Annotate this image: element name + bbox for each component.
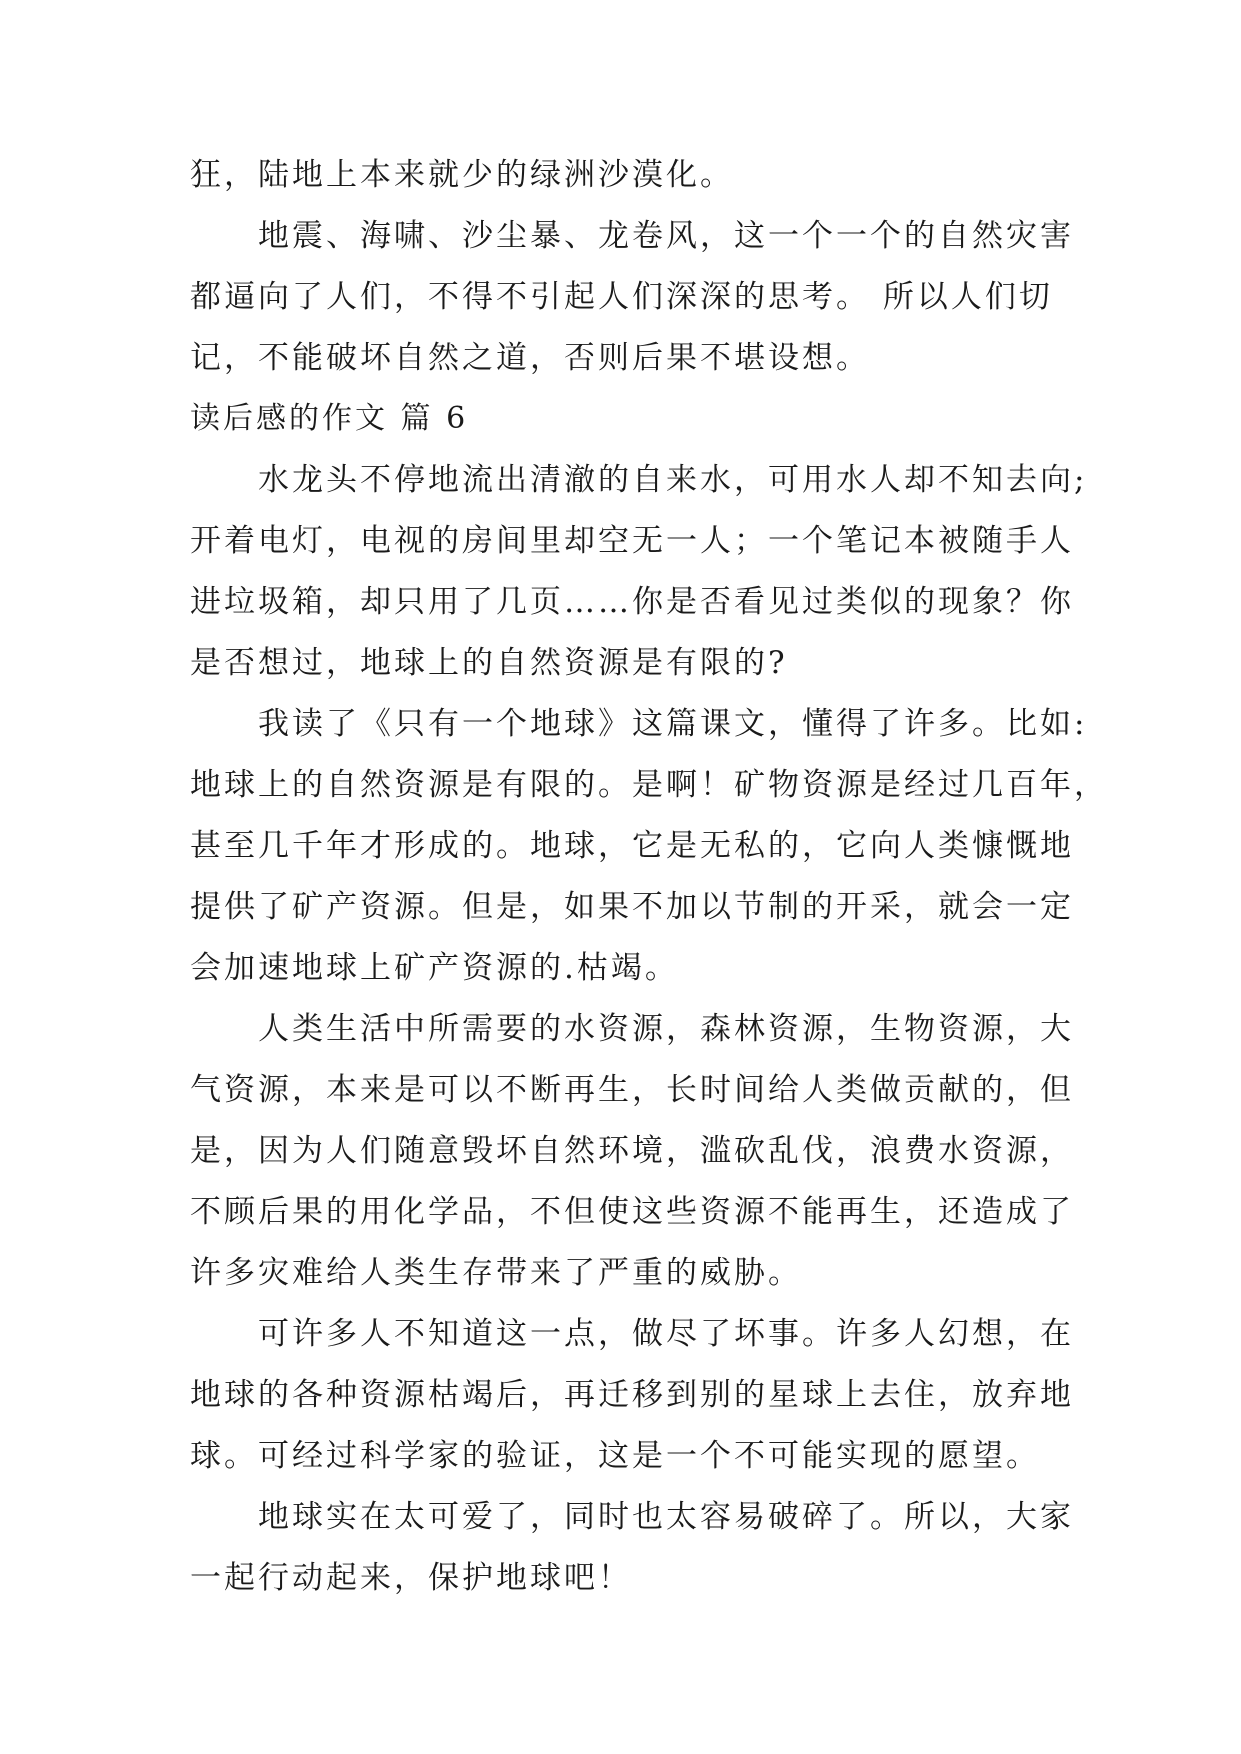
paragraph-line: 水龙头不停地流出清澈的自来水，可用水人却不知去向; [258,462,1088,498]
paragraph-line: 人类生活中所需要的水资源，森林资源，生物资源，大 [258,1011,1074,1047]
document-body [190,155,1108,1619]
paragraph-line: 记，不能破坏自然之道，否则后果不堪设想。 [190,340,870,376]
paragraph-line: 不顾后果的用化学品，不但使这些资源不能再生，还造成了 [190,1194,1074,1230]
paragraph-line: 进垃圾箱，却只用了几页……你是否看见过类似的现象？你 [190,584,1074,620]
paragraph-line: 许多灾难给人类生存带来了严重的威胁。 [190,1255,802,1291]
paragraph-line: 地球上的自然资源是有限的。是啊！矿物资源是经过几百年， [190,767,1108,803]
paragraph-line: 会加速地球上矿产资源的.枯竭。 [190,950,679,986]
paragraph-line: 都逼向了人们，不得不引起人们深深的思考。 所以人们切 [190,279,1053,315]
section-heading: 读后感的作文 篇 6 [190,401,469,436]
paragraph-line: 一起行动起来，保护地球吧！ [190,1560,632,1596]
paragraph-line: 是否想过，地球上的自然资源是有限的? [190,645,788,681]
paragraph-line: 开着电灯，电视的房间里却空无一人；一个笔记本被随手人 [190,523,1074,559]
paragraph-line: 地球的各种资源枯竭后，再迁移到别的星球上去住，放弃地 [190,1377,1074,1413]
paragraph-line: 气资源，本来是可以不断再生，长时间给人类做贡献的，但 [190,1072,1074,1108]
paragraph-line: 可许多人不知道这一点，做尽了坏事。许多人幻想，在 [258,1316,1074,1352]
paragraph-line: 球。可经过科学家的验证，这是一个不可能实现的愿望。 [190,1438,1040,1474]
paragraph-line: 我读了《只有一个地球》这篇课文，懂得了许多。比如: [258,706,1088,742]
paragraph-line: 是，因为人们随意毁坏自然环境，滥砍乱伐，浪费水资源， [190,1133,1074,1169]
paragraph-line: 甚至几千年才形成的。地球，它是无私的，它向人类慷慨地 [190,828,1074,864]
paragraph-line: 地球实在太可爱了，同时也太容易破碎了。所以，大家 [258,1499,1074,1535]
paragraph-line: 提供了矿产资源。但是，如果不加以节制的开采，就会一定 [190,889,1074,925]
paragraph-line: 地震、海啸、沙尘暴、龙卷风，这一个一个的自然灾害 [258,218,1074,254]
paragraph-line: 狂，陆地上本来就少的绿洲沙漠化。 [190,157,734,193]
